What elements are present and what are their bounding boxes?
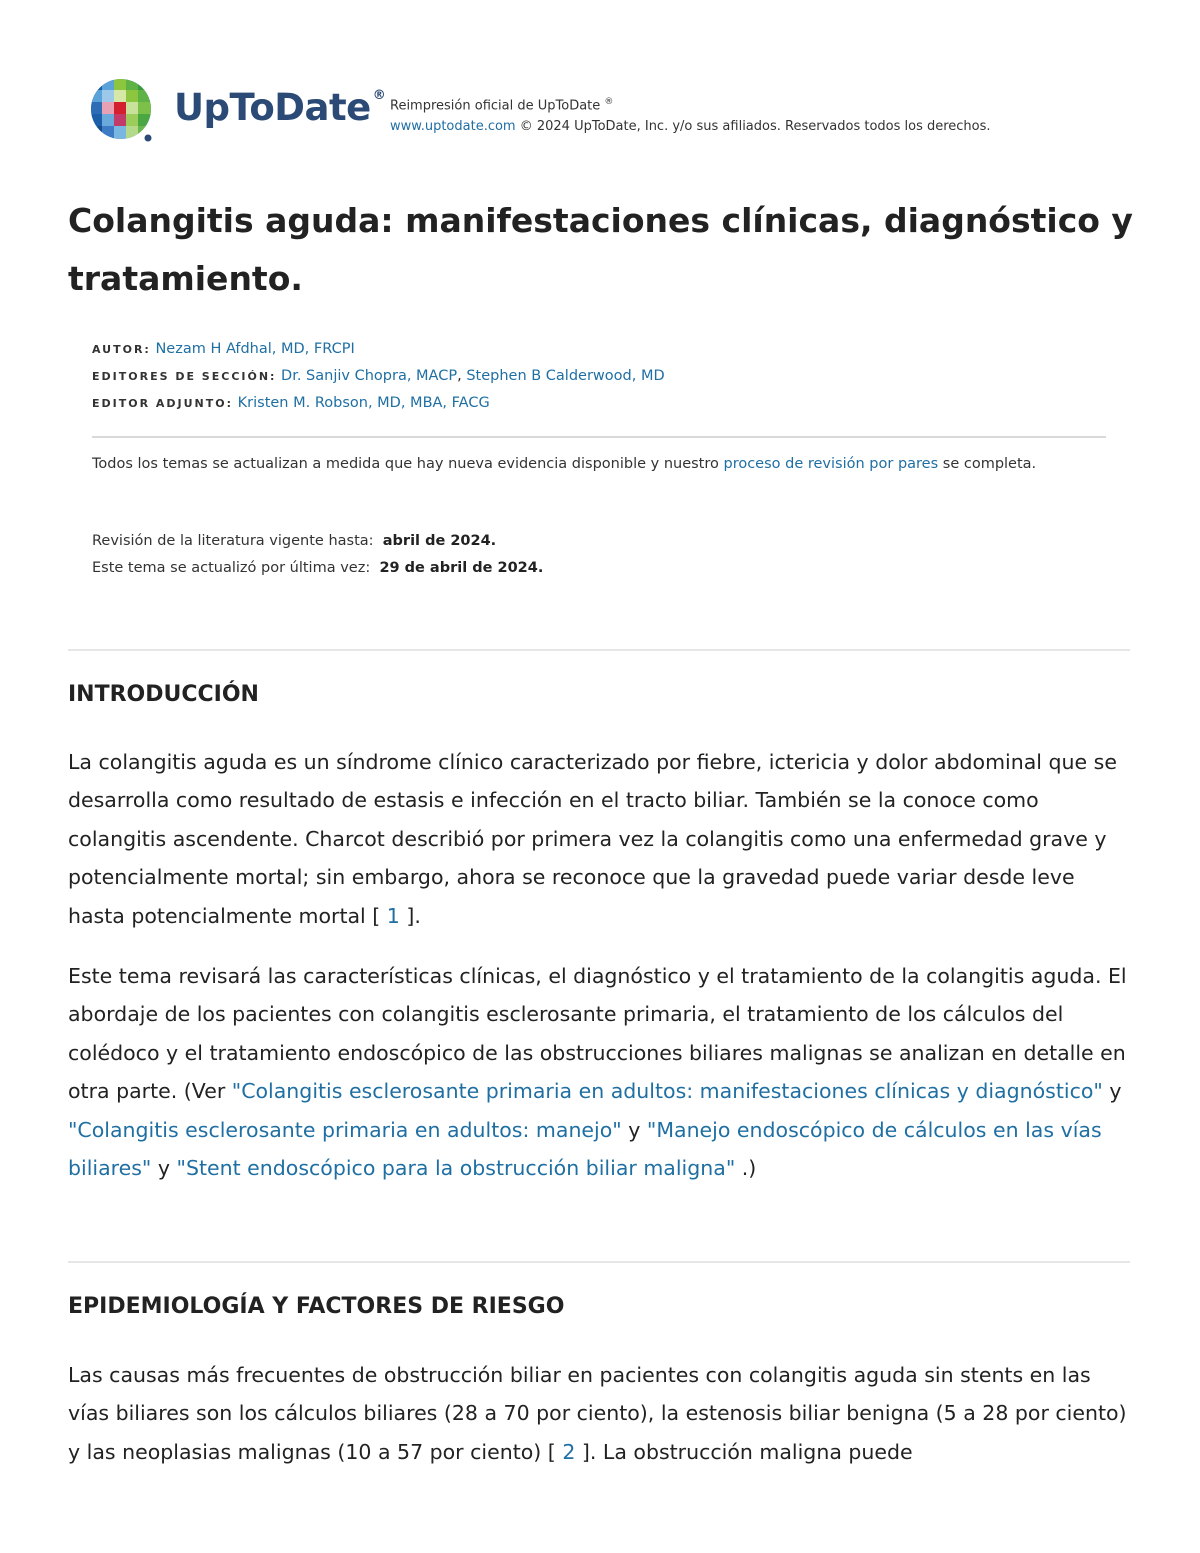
topic-link[interactable]: "Stent endoscópico para la obstrucción biliar maligna" <box>176 1156 736 1181</box>
peer-review-link[interactable]: proceso de revisión por pares <box>723 456 939 472</box>
editor-separator: , <box>457 368 467 384</box>
paragraph-text: y <box>151 1156 177 1181</box>
topic-link[interactable]: "Manejo endoscópico de cálculos en las vías biliares" <box>68 1117 1102 1181</box>
page-title: Colangitis aguda: manifestaciones clínicas, diagnóstico y tratamiento. <box>68 201 1133 298</box>
uptodate-logo-icon <box>90 78 156 144</box>
registered-mark: ® <box>372 88 386 103</box>
reference-link[interactable]: 2 <box>562 1439 576 1464</box>
literature-review-date: abril de 2024. <box>382 533 497 549</box>
reprint-registered-mark: ® <box>604 97 614 107</box>
page-header <box>90 78 1120 148</box>
divider <box>68 649 1130 651</box>
topic-link[interactable]: "Colangitis esclerosante primaria en adultos: manifestaciones clínicas y diagnóstico" <box>231 1079 1103 1104</box>
reprint-line: Reimpresión oficial de UpToDate <box>390 98 601 114</box>
section-editors-row <box>92 363 1092 390</box>
paragraph-text: Este tema revisará las características clínicas, el diagnóstico y el tratamiento de la colangitis aguda. El abordaje de los pacientes con colangitis esclerosante primaria, el tratamiento de los cálculos del colédoco y el tratamiento endoscópico de las obstrucciones biliares malignas se analizan en detalle en otra parte. (Ver <box>68 964 1127 1104</box>
paragraph-text: Las causas más frecuentes de obstrucción biliar en pacientes con colangitis aguda sin stents en las vías biliares son los cálculos biliares (28 a 70 por ciento), la estenosis biliar benigna (5 a 28 por ciento) y las neoplasias malignas (10 a 57 por ciento) [ <box>68 1363 1127 1464</box>
uptodate-site-link[interactable]: www.uptodate.com <box>390 119 516 135</box>
epidemiology-paragraph-1 <box>68 1356 1132 1471</box>
brand-name: UpToDate ® <box>174 86 386 129</box>
literature-review-label: Revisión de la literatura vigente hasta: <box>92 533 374 549</box>
deputy-editor-row <box>92 390 1092 417</box>
literature-review-row <box>92 528 1092 555</box>
section-editors-label: EDITORES DE SECCIÓN: <box>92 370 277 383</box>
last-updated-date: 29 de abril de 2024. <box>379 560 544 576</box>
reprint-notice <box>390 92 991 137</box>
peer-review-notice <box>92 452 1102 477</box>
author-link[interactable]: Nezam H Afdhal, MD, FRCPI <box>155 341 355 357</box>
deputy-editor-label: EDITOR ADJUNTO: <box>92 397 234 410</box>
paragraph-text: La colangitis aguda es un síndrome clínico caracterizado por fiebre, ictericia y dolor abdominal que se desarrolla como resultado de estasis e infección en el tracto biliar. También se la conoce como colangitis ascendente. Charcot describió por primera vez la colangitis como una enfermedad grave y potencialmente mortal; sin embargo, ahora se reconoce que la gravedad puede variar desde leve hasta potencialmente mortal [ <box>68 750 1117 928</box>
last-updated-label: Este tema se actualizó por última vez: <box>92 560 371 576</box>
notice-text: Todos los temas se actualizan a medida que hay nueva evidencia disponible y nuestro <box>92 456 724 472</box>
topic-credits <box>92 336 1092 417</box>
section-heading-epidemiology: EPIDEMIOLOGÍA Y FACTORES DE RIESGO <box>68 1294 565 1319</box>
intro-paragraph-1 <box>68 743 1132 935</box>
section-editor-link[interactable]: Dr. Sanjiv Chopra, MACP <box>281 368 458 384</box>
divider <box>92 436 1106 438</box>
paragraph-text: y <box>1102 1079 1122 1104</box>
paragraph-text: y <box>621 1117 647 1142</box>
paragraph-text: .) <box>735 1156 757 1181</box>
review-dates <box>92 528 1092 582</box>
author-row <box>92 336 1092 363</box>
author-label: AUTOR: <box>92 343 151 356</box>
topic-link[interactable]: "Colangitis esclerosante primaria en adultos: manejo" <box>68 1117 622 1142</box>
copyright-text: © 2024 UpToDate, Inc. y/o sus afiliados. Reservados todos los derechos. <box>515 119 991 135</box>
last-updated-row <box>92 555 1092 582</box>
intro-paragraph-2 <box>68 957 1132 1187</box>
divider <box>68 1261 1130 1263</box>
notice-text-end: se completa. <box>938 456 1037 472</box>
deputy-editor-link[interactable]: Kristen M. Robson, MD, MBA, FACG <box>237 395 490 411</box>
reference-link[interactable]: 1 <box>386 903 400 928</box>
paragraph-text: ]. La obstrucción maligna puede <box>575 1439 913 1464</box>
section-editor-link[interactable]: Stephen B Calderwood, MD <box>466 368 665 384</box>
paragraph-text: ]. <box>399 903 421 928</box>
section-heading-introduction: INTRODUCCIÓN <box>68 682 259 707</box>
